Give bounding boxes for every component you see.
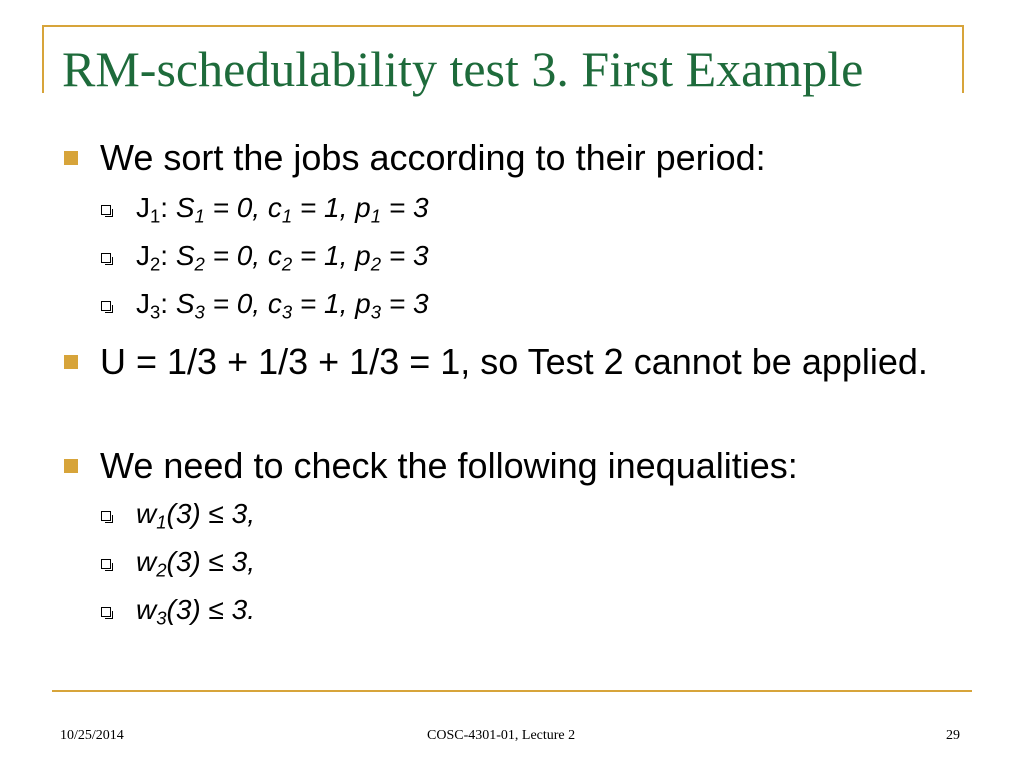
footer-course: COSC-4301-01, Lecture 2: [427, 728, 576, 743]
footer-divider: [52, 690, 972, 692]
checkbox-bullet-icon: [101, 511, 111, 521]
checkbox-bullet-icon: [101, 253, 111, 263]
checkbox-bullet-icon: [101, 301, 111, 311]
bullet-square-icon: [64, 459, 78, 473]
checkbox-bullet-icon: [101, 559, 111, 569]
job-3-line: $J_3$: $S_3 = 0$, $c_3 = 1$, $p_3 = 3$: [136, 288, 429, 323]
inequality-w1: $w_1(3) \le 3$,: [136, 498, 256, 533]
inequality-w3: $w_3(3) \le 3$.: [136, 594, 256, 629]
bullet-square-icon: [64, 151, 78, 165]
checkbox-bullet-icon: [101, 607, 111, 617]
job-2-line: $J_2$: $S_2 = 0$, $c_2 = 1$, $p_2 = 3$: [136, 240, 429, 275]
bullet-utilization: U = 1/3 + 1/3 + 1/3 = 1, so Test 2 cannot be applied.: [100, 341, 928, 382]
bullet-sort-jobs: We sort the jobs according to their period:: [100, 137, 766, 178]
checkbox-bullet-icon: [101, 205, 111, 215]
slide-title: RM-schedulability test 3. First Example: [62, 41, 864, 97]
footer-page-number: 29: [946, 728, 960, 743]
footer-date: 10/25/2014: [60, 728, 124, 743]
job-1-line: $J_1$: $S_1 = 0$, $c_1 = 1$, $p_1 = 3$: [136, 192, 429, 227]
bullet-square-icon: [64, 355, 78, 369]
bullet-inequalities: We need to check the following inequalities:: [100, 445, 798, 486]
inequality-w2: $w_2(3) \le 3$,: [136, 546, 256, 581]
